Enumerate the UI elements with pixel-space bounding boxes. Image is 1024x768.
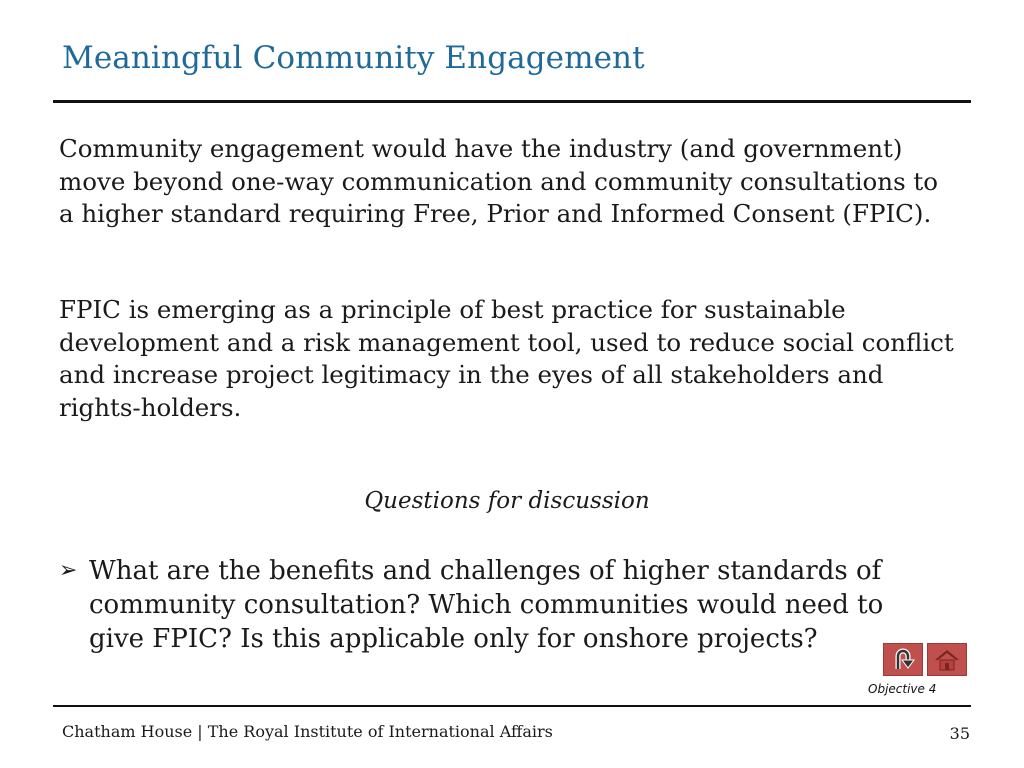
arrow-bullet-icon: ➢ — [59, 558, 78, 583]
slide-title: Meaningful Community Engagement — [62, 40, 645, 76]
discussion-heading: Questions for discussion — [364, 488, 650, 514]
u-turn-arrow-icon — [890, 647, 916, 673]
paragraph-fpic: FPIC is emerging as a principle of best practice for sustainable development and a risk management tool, used to reduce social conflict and increase project legitimacy in the eyes of all stakeholders and rights-holders. — [59, 295, 954, 422]
back-button[interactable] — [883, 643, 923, 676]
discussion-question-text: What are the benefits and challenges of higher standards of community consultation? Which communities would need to give FPIC? Is this applicable only for onshore projects? — [89, 556, 884, 654]
title-divider — [53, 100, 971, 103]
footer-divider — [53, 705, 971, 707]
page-number: 35 — [949, 724, 970, 743]
home-icon — [933, 648, 961, 672]
objective-link[interactable]: Objective 4 — [868, 682, 937, 696]
paragraph-community-engagement: Community engagement would have the industry (and government) move beyond one-way communication and community consultations to a higher standard requiring Free, Prior and Informed Consent (FPIC). — [59, 134, 939, 228]
footer-organization: Chatham House | The Royal Institute of International Affairs — [62, 722, 553, 741]
home-button[interactable] — [927, 643, 967, 676]
discussion-question — [59, 554, 939, 656]
